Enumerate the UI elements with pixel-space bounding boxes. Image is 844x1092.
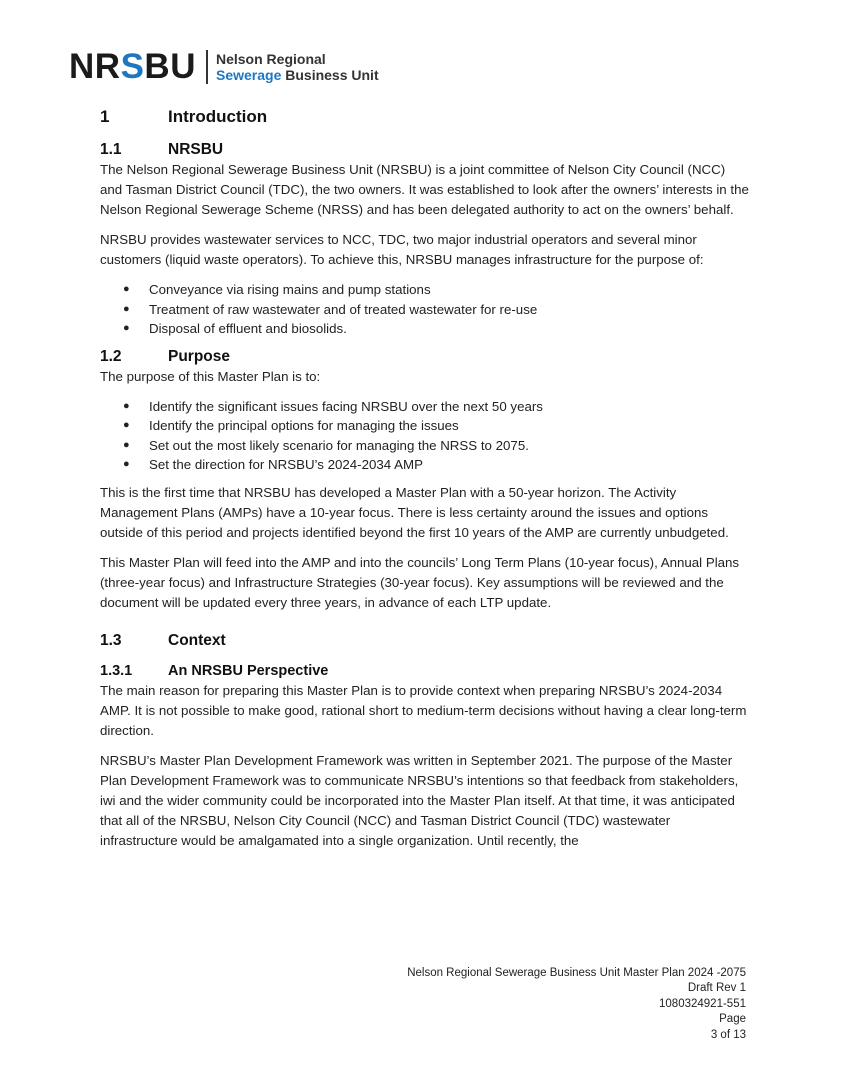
footer-page-label: Page bbox=[719, 1013, 746, 1026]
logo-divider bbox=[206, 50, 208, 84]
heading-context: 1.3 Context bbox=[100, 631, 226, 649]
list-item: ● Identify the significant issues facing NRSBU over the next 50 years bbox=[123, 398, 543, 414]
logo-org-line1: Nelson Regional bbox=[215, 51, 326, 67]
logo-org-name bbox=[216, 51, 379, 83]
paragraph: The purpose of this Master Plan is to: bbox=[100, 368, 321, 384]
paragraph: The main reason for preparing this Master Plan is to provide context when preparing NRSBU’s 2024-2034 AMP. It is not possible to make good, rational short to medium-term decisions without having a clear long-term direction. bbox=[100, 682, 747, 738]
page-footer bbox=[407, 966, 746, 1043]
nrsbu-logo bbox=[69, 49, 379, 85]
list-item: ● Treatment of raw wastewater and of treated wastewater for re-use bbox=[123, 301, 538, 317]
heading-introduction: 1 Introduction bbox=[100, 107, 268, 126]
list-item: ● Disposal of effluent and biosolids. bbox=[123, 321, 347, 336]
paragraph: NRSBU’s Master Plan Development Framework was written in September 2021. The purpose of the Master Plan Development Framework was to communicate NRSBU’s intentions so that feedback from stakeholders, iwi and the wider community could be incorporated into the Master Plan itself. At that time, it was anticipated that all of the NRSBU, Nelson City Council (NCC) and Tasman District Council (TDC) wastewater infrastructure would be amalgamated into a single organization. Until recently, the bbox=[100, 752, 739, 848]
footer-revision: Draft Rev 1 bbox=[687, 982, 746, 995]
footer-document-id: 1080324921-551 bbox=[659, 997, 746, 1010]
paragraph: This Master Plan will feed into the AMP and into the councils’ Long Term Plans (10-year focus), Annual Plans (three-year focus) and Infrastructure Strategies (30-year focus). Key assumptions will be reviewed and the document will be updated every three years, in advance of each LTP update. bbox=[100, 554, 740, 610]
document-body bbox=[100, 100, 750, 861]
list-item: ● Conveyance via rising mains and pump stations bbox=[123, 282, 431, 297]
logo-wordmark: NRSBU bbox=[69, 47, 196, 86]
footer-document-title: Nelson Regional Sewerage Business Unit Master Plan 2024 -2075 bbox=[407, 967, 746, 979]
list-item: ● Set out the most likely scenario for managing the NRSS to 2075. bbox=[123, 437, 529, 453]
paragraph: This is the first time that NRSBU has developed a Master Plan with a 50-year horizon. The Activity Management Plans (AMPs) have a 10-year focus. There is less certainty around the issues and options outside of this period and projects identified beyond the first 10 years of the AMP are currently unbudgeted. bbox=[100, 484, 729, 540]
list-item: ● Identify the principal options for managing the issues bbox=[123, 418, 459, 433]
bullet-list bbox=[100, 397, 750, 475]
paragraph: NRSBU provides wastewater services to NCC, TDC, two major industrial operators and several minor customers (liquid waste operators). To achieve this, NRSBU manages infrastructure for the purpose of: bbox=[100, 232, 704, 267]
footer-page-number: 3 of 13 bbox=[710, 1028, 746, 1041]
paragraph: The Nelson Regional Sewerage Business Unit (NRSBU) is a joint committee of Nelson City Council (NCC) and Tasman District Council (TDC), the two owners. It was established to look after the owners’ interests in the Nelson Regional Sewerage Scheme (NRSS) and has been delegated authority to act on the owners’ behalf. bbox=[100, 162, 749, 217]
heading-purpose: 1.2 Purpose bbox=[100, 347, 231, 365]
logo-org-line2: Sewerage Business Unit bbox=[215, 67, 379, 83]
heading-nrsbu: 1.1 NRSBU bbox=[100, 141, 224, 158]
list-item: ● Set the direction for NRSBU’s 2024-2034 AMP bbox=[123, 457, 423, 472]
bullet-list bbox=[100, 280, 750, 339]
heading-nrsbu-perspective: 1.3.1 An NRSBU Perspective bbox=[100, 662, 329, 679]
